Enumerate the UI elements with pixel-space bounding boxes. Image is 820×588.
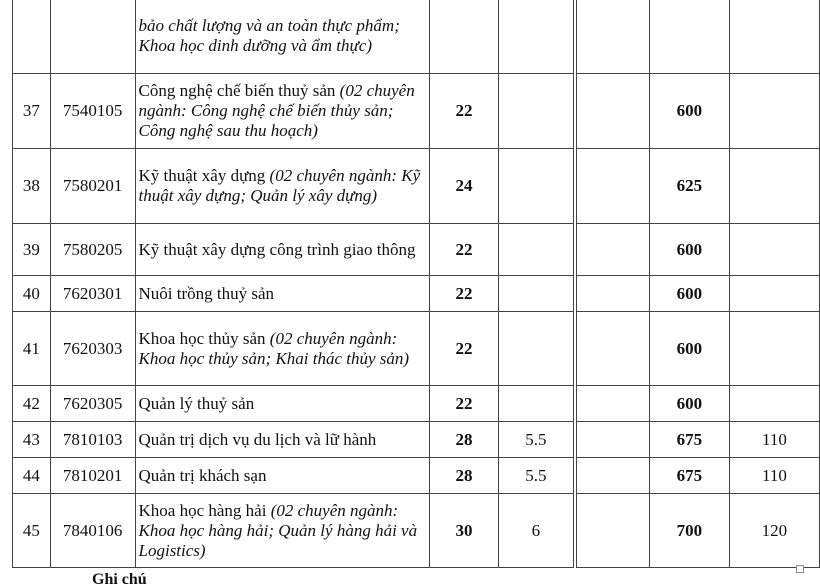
score-cell: 600 xyxy=(649,74,729,149)
score-cell xyxy=(729,224,819,276)
score-cell xyxy=(729,0,819,74)
major-name-cell xyxy=(135,74,429,149)
major-name-cell xyxy=(135,149,429,224)
table-row xyxy=(13,458,820,494)
score-cell: 625 xyxy=(649,149,729,224)
score-cell xyxy=(575,422,650,458)
score-cell xyxy=(499,312,575,386)
major-name: Khoa học hàng hải xyxy=(138,500,271,520)
major-code-cell: 7580205 xyxy=(50,224,135,276)
major-name: Kỹ thuật xây dựng xyxy=(138,166,270,185)
score-cell xyxy=(575,312,650,386)
major-name-cell xyxy=(135,0,429,74)
major-name-cell xyxy=(135,312,429,386)
score-cell xyxy=(499,224,575,276)
score-cell xyxy=(499,276,575,312)
score-cell xyxy=(575,224,650,276)
score-cell: 700 xyxy=(649,494,729,568)
major-code-cell: 7620305 xyxy=(50,386,135,422)
score-cell: 120 xyxy=(729,494,819,568)
major-code-cell: 7620301 xyxy=(50,276,135,312)
major-note: (02 chuyên ngành: Công nghệ chế biến thủy sản; Công nghệ sau thu hoạch) xyxy=(138,81,415,140)
major-note: (02 chuyên ngành: Khoa học hàng hải; Quản lý hàng hải và Logistics) xyxy=(138,500,418,560)
row-number-cell: 41 xyxy=(13,312,51,386)
table-row xyxy=(13,276,820,312)
score-cell: 22 xyxy=(429,224,498,276)
row-number-cell: 45 xyxy=(13,494,51,568)
major-code-cell: 7540105 xyxy=(50,74,135,149)
row-number-cell: 38 xyxy=(13,149,51,224)
major-name-cell xyxy=(135,494,429,568)
score-cell: 675 xyxy=(649,422,729,458)
score-cell xyxy=(499,386,575,422)
score-cell xyxy=(729,74,819,149)
major-code-cell: 7810201 xyxy=(50,458,135,494)
row-number-cell: 40 xyxy=(13,276,51,312)
score-cell: 675 xyxy=(649,458,729,494)
table-resize-handle[interactable] xyxy=(796,565,804,573)
score-cell xyxy=(429,0,498,74)
score-cell xyxy=(575,74,650,149)
table-row xyxy=(13,422,820,458)
row-number-cell: 44 xyxy=(13,458,51,494)
score-cell xyxy=(649,0,729,74)
row-number-cell: 43 xyxy=(13,422,51,458)
score-cell: 28 xyxy=(429,458,498,494)
major-code-cell: 7810103 xyxy=(50,422,135,458)
major-note: bảo chất lượng và an toàn thực phẩm; Khoa học dinh dưỡng và ẩm thực) xyxy=(138,16,400,55)
major-name: Quản lý thuỷ sản xyxy=(138,393,255,413)
major-name: Quản trị dịch vụ du lịch và lữ hành xyxy=(138,429,377,449)
score-cell: 22 xyxy=(429,276,498,312)
row-number-cell: 39 xyxy=(13,224,51,276)
major-name-cell xyxy=(135,276,429,312)
major-name: Quản trị khách sạn xyxy=(138,465,267,485)
major-code-cell: 7840106 xyxy=(50,494,135,568)
table-row xyxy=(13,0,820,74)
table-row xyxy=(13,386,820,422)
row-number-cell: 42 xyxy=(13,386,51,422)
major-name-cell xyxy=(135,386,429,422)
major-name-cell xyxy=(135,224,429,276)
score-cell xyxy=(575,149,650,224)
major-code-cell: 7580201 xyxy=(50,149,135,224)
score-cell: 22 xyxy=(429,74,498,149)
score-cell xyxy=(729,276,819,312)
score-cell xyxy=(499,74,575,149)
score-cell: 6 xyxy=(499,494,575,568)
major-note: (02 chuyên ngành: Khoa học thủy sản; Khai thác thủy sản) xyxy=(138,328,410,368)
major-name: Khoa học thủy sản xyxy=(138,328,270,348)
score-cell xyxy=(499,149,575,224)
score-cell: 30 xyxy=(429,494,498,568)
score-cell: 600 xyxy=(649,386,729,422)
major-name-cell xyxy=(135,458,429,494)
table-row xyxy=(13,149,820,224)
score-cell xyxy=(575,494,650,568)
score-cell: 600 xyxy=(649,276,729,312)
major-name: Công nghệ chế biến thuỷ sản xyxy=(138,81,340,100)
score-cell: 24 xyxy=(429,149,498,224)
score-cell: 28 xyxy=(429,422,498,458)
score-cell xyxy=(575,458,650,494)
table-row xyxy=(13,494,820,568)
table-row xyxy=(13,224,820,276)
score-cell: 600 xyxy=(649,312,729,386)
admissions-table xyxy=(12,0,820,568)
major-code-cell: 7620303 xyxy=(50,312,135,386)
table-row xyxy=(13,74,820,149)
score-cell: 22 xyxy=(429,386,498,422)
score-cell xyxy=(729,386,819,422)
major-code-cell xyxy=(50,0,135,74)
score-cell: 5.5 xyxy=(499,458,575,494)
footer-note-heading: Ghi chú xyxy=(92,571,147,588)
score-cell xyxy=(575,386,650,422)
table-row xyxy=(13,312,820,386)
score-cell xyxy=(499,0,575,74)
score-cell xyxy=(729,149,819,224)
score-cell: 600 xyxy=(649,224,729,276)
score-cell: 5.5 xyxy=(499,422,575,458)
row-number-cell xyxy=(13,0,51,74)
major-note: (02 chuyên ngành: Kỹ thuật xây dựng; Quản lý xây dựng) xyxy=(138,166,421,205)
score-cell: 110 xyxy=(729,422,819,458)
score-cell: 110 xyxy=(729,458,819,494)
major-name: Kỹ thuật xây dựng công trình giao thông xyxy=(138,239,416,259)
score-cell xyxy=(575,276,650,312)
row-number-cell: 37 xyxy=(13,74,51,149)
major-name-cell xyxy=(135,422,429,458)
major-name: Nuôi trồng thuỷ sản xyxy=(138,283,275,303)
score-cell xyxy=(575,0,650,74)
score-cell: 22 xyxy=(429,312,498,386)
score-cell xyxy=(729,312,819,386)
